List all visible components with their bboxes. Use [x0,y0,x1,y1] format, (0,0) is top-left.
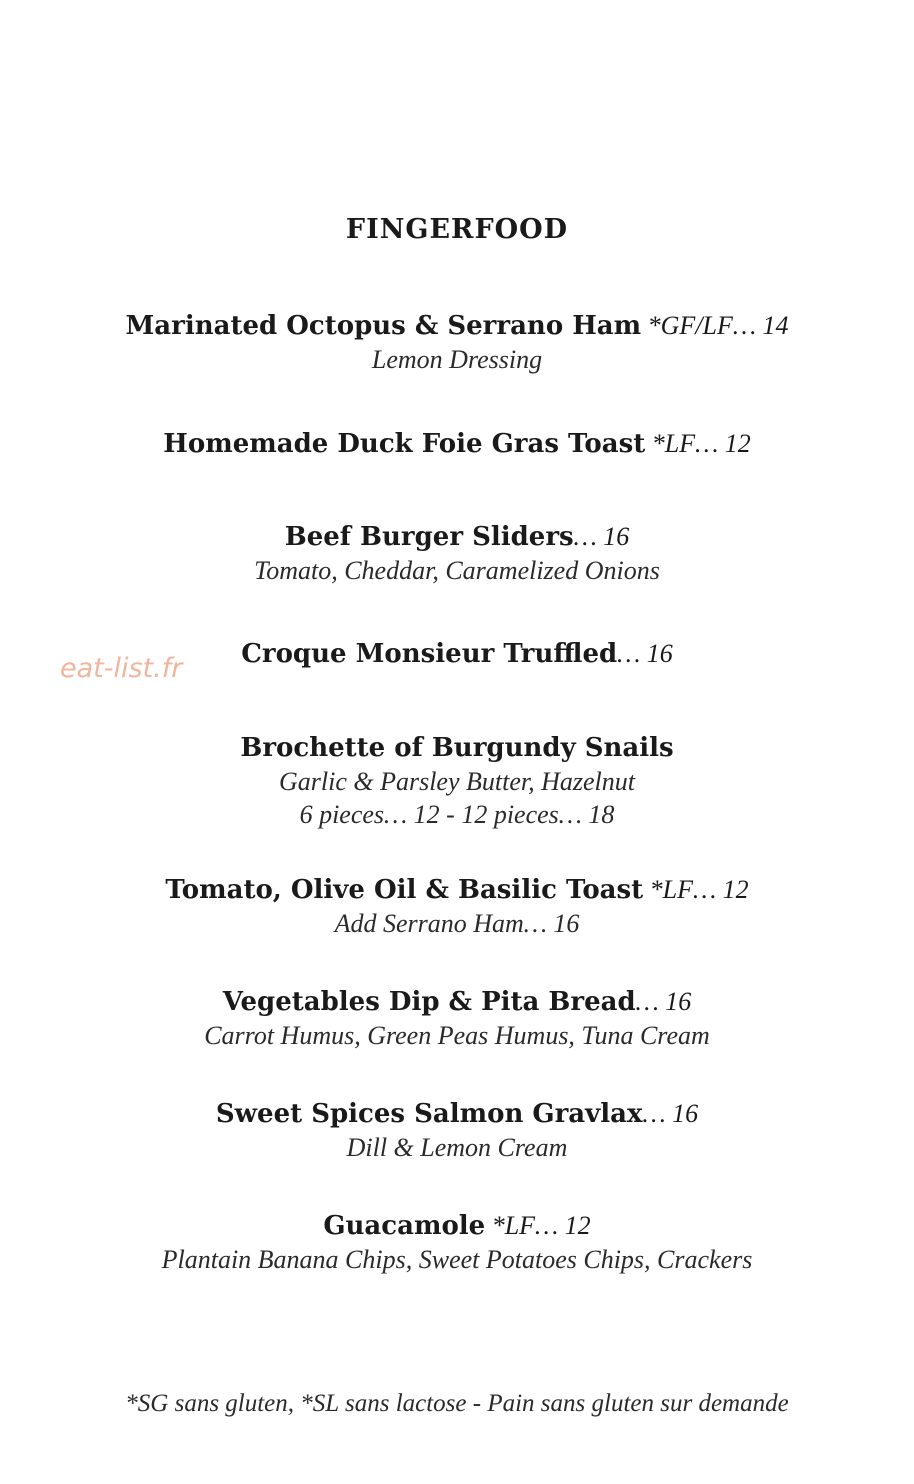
item-name: Guacamole [323,1211,486,1241]
item-name: Homemade Duck Foie Gras Toast [163,429,646,459]
menu-item-croque-monsieur [0,637,914,671]
item-name: Sweet Spices Salmon Gravlax [215,1099,643,1129]
item-description: Carrot Humus, Green Peas Humus, Tuna Cream [204,1021,710,1050]
item-description: 6 pieces… 12 - 12 pieces… 18 [299,800,615,829]
item-price: … 16 [642,1099,699,1128]
item-description: Garlic & Parsley Butter, Hazelnut [278,767,635,796]
section-title: FINGERFOOD [345,214,569,245]
item-title [0,873,914,907]
item-name: Tomato, Olive Oil & Basilic Toast [165,875,644,905]
menu-item-duck-foie-gras [0,427,914,461]
watermark: eat-list.fr [60,653,183,684]
item-price: … 16 [573,522,630,551]
item-title [0,520,914,554]
item-price: … 16 [617,639,673,668]
item-title [0,731,914,765]
item-name: Marinated Octopus & Serrano Ham [125,311,642,341]
item-title [0,637,914,671]
item-price: *GF/LF… 14 [641,311,789,340]
item-title [0,1097,914,1131]
item-price: *LF… 12 [643,875,749,904]
item-description: Dill & Lemon Cream [346,1133,568,1162]
item-title [0,1209,914,1243]
item-price: *LF… 12 [645,429,751,458]
item-description: Lemon Dressing [371,345,543,374]
item-description: Add Serrano Ham… 16 [334,909,580,938]
item-name: Beef Burger Sliders [284,522,574,552]
item-name: Vegetables Dip & Pita Bread [222,987,636,1017]
item-title [0,309,914,343]
item-name: Croque Monsieur Truffled [241,639,618,669]
menu-item-beef-burger-sliders [0,520,914,587]
menu-item-tomato-toast [0,873,914,940]
menu-item-marinated-octopus [0,309,914,376]
menu-item-burgundy-snails [0,731,914,831]
menu-item-guacamole [0,1209,914,1276]
menu-item-vegetables-dip [0,985,914,1052]
item-name: Brochette of Burgundy Snails [240,733,674,763]
item-title [0,427,914,461]
menu-item-salmon-gravlax [0,1097,914,1164]
item-price: *LF… 12 [485,1211,591,1240]
item-description: Plantain Banana Chips, Sweet Potatoes Chips, Crackers [161,1245,753,1274]
item-title [0,985,914,1019]
item-description: Tomato, Cheddar, Caramelized Onions [254,556,660,585]
footer-note: *SG sans gluten, *SL sans lactose - Pain sans gluten sur demande [125,1390,789,1417]
item-price: … 16 [635,987,692,1016]
